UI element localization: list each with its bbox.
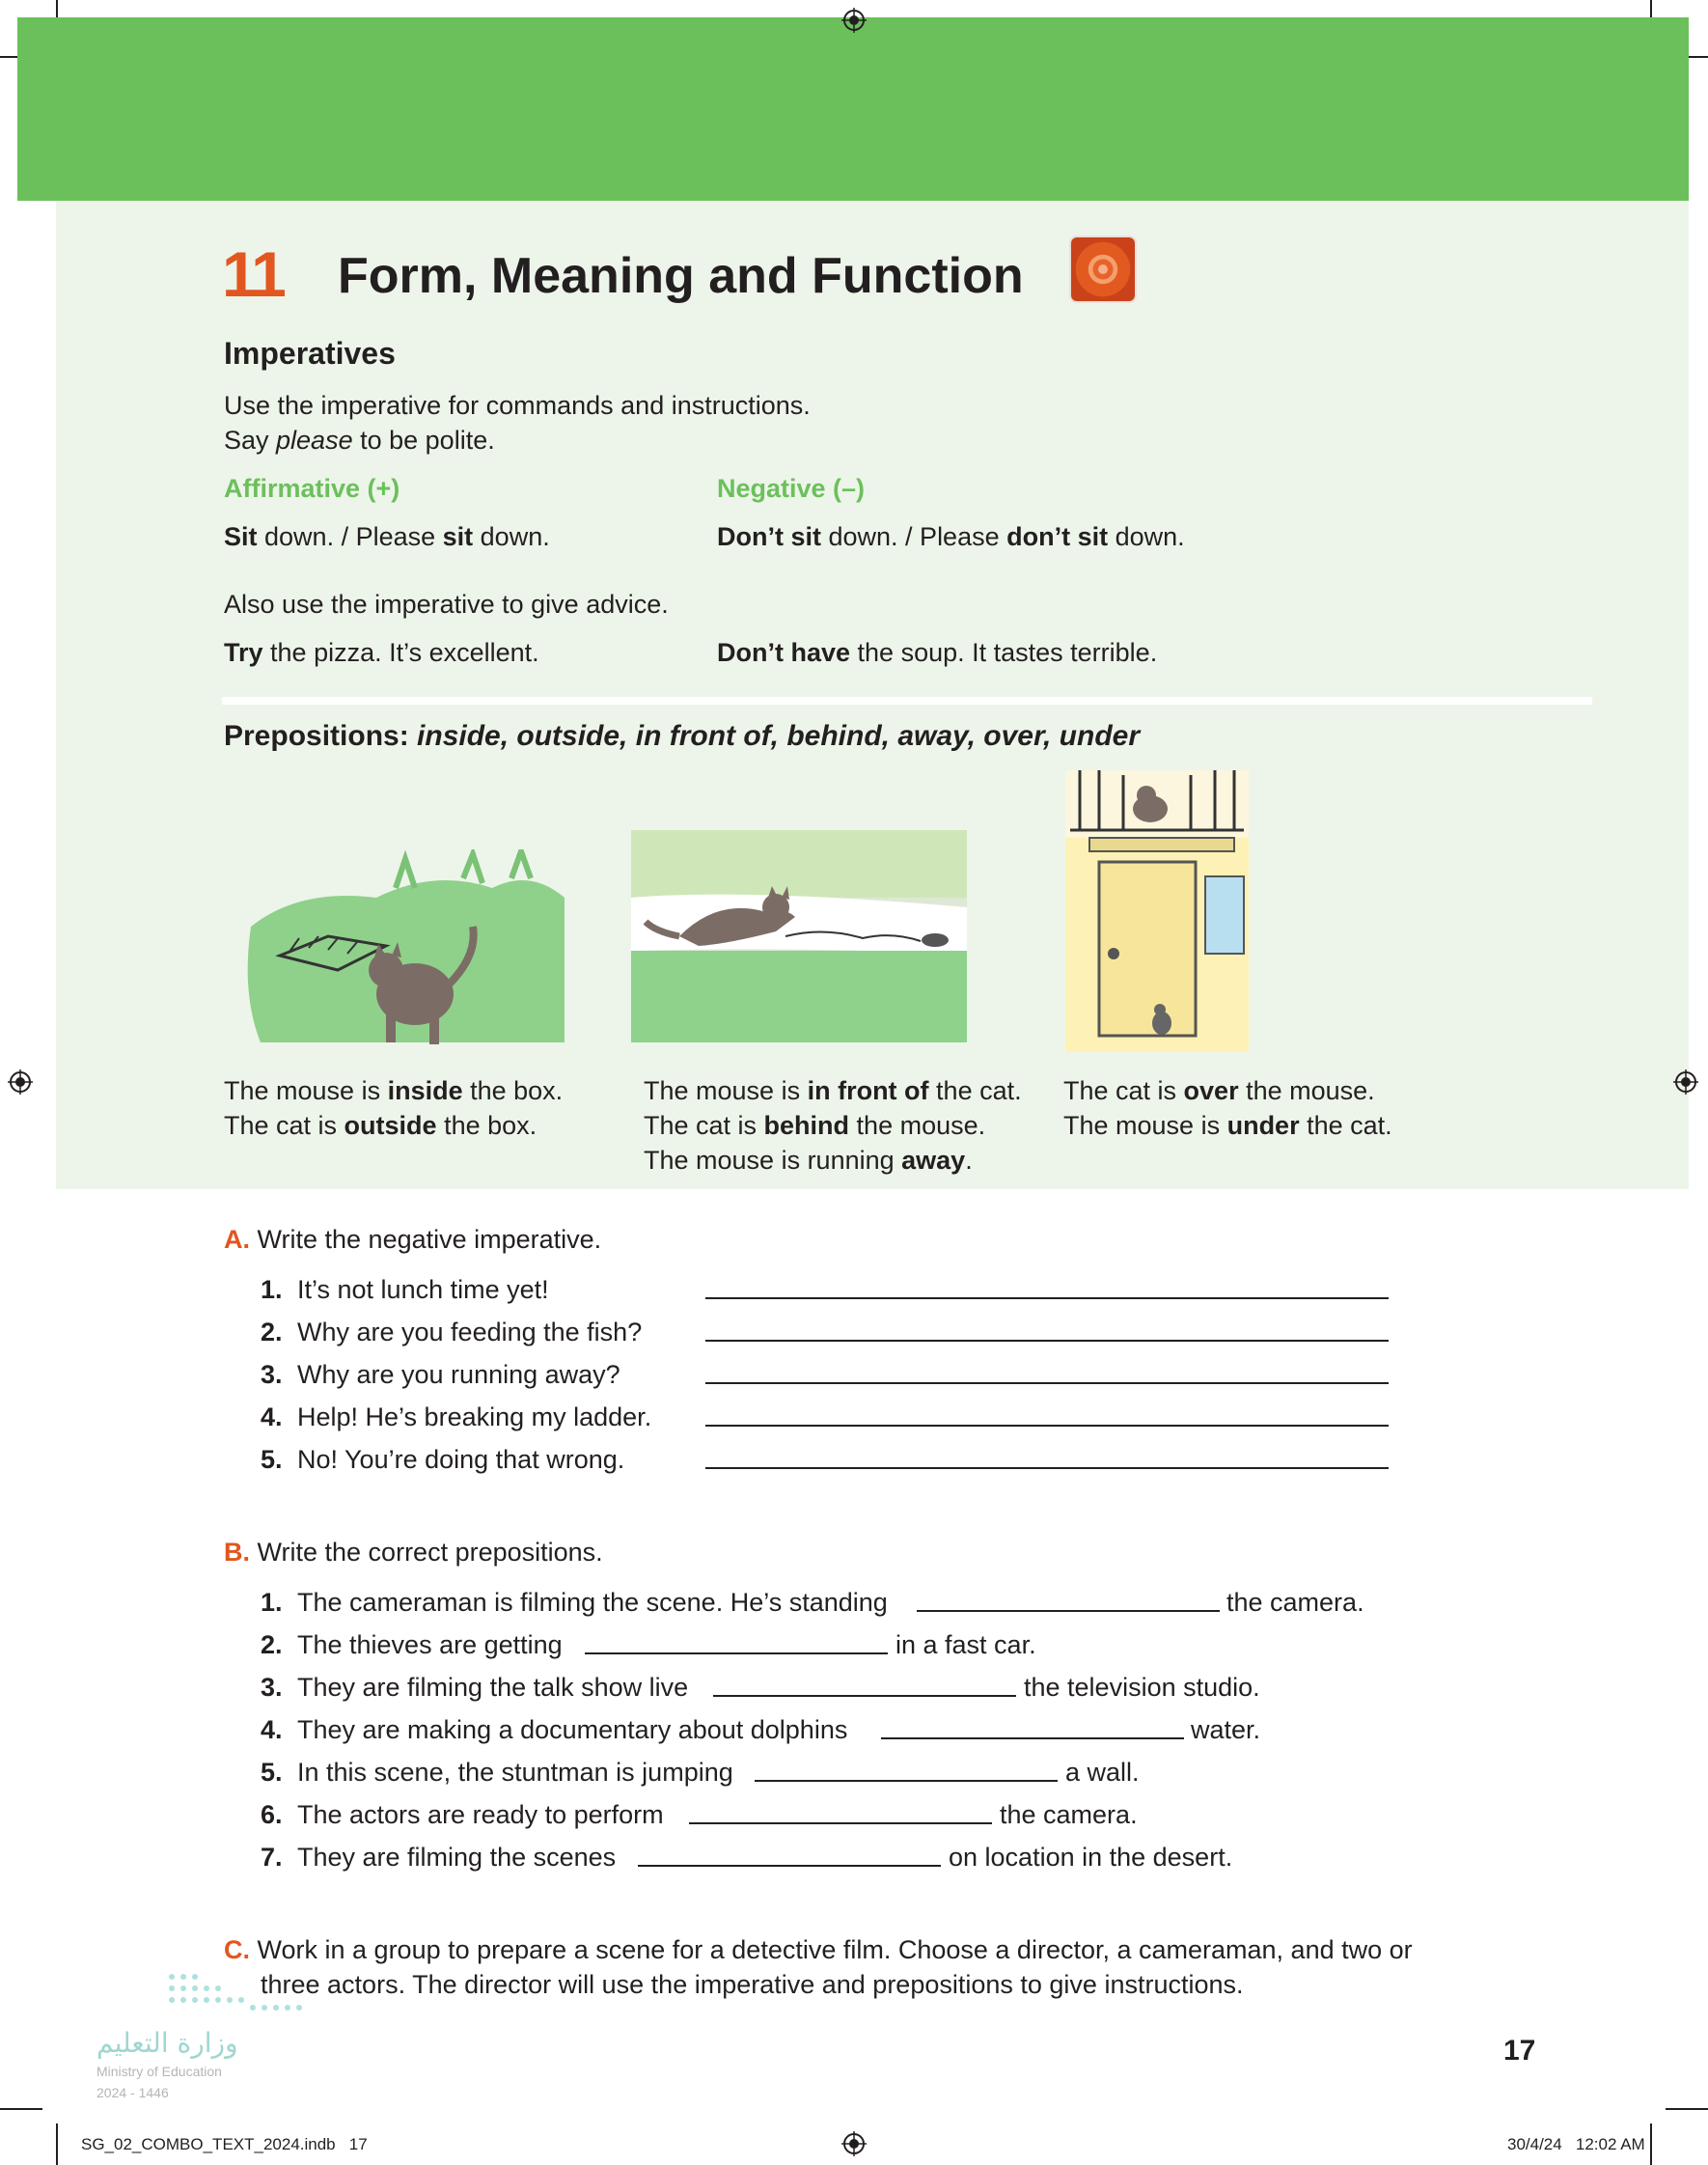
exercise-letter: B. (224, 1538, 250, 1567)
item-text: The cameraman is filming the scene. He’s standing (297, 1588, 888, 1617)
text: Write the negative imperative. (257, 1225, 602, 1254)
exercise-b-item-5 (261, 1755, 733, 1790)
footer-file: SG_02_COMBO_TEXT_2024.indb 17 (81, 2135, 368, 2153)
exercise-b-item-3-end: the television studio. (1024, 1673, 1260, 1702)
registration-mark-icon (1673, 1069, 1698, 1095)
emphasis: please (276, 426, 353, 455)
item-number: 1. (261, 1588, 283, 1617)
exercise-b-item-6 (261, 1797, 664, 1832)
item-number: 1. (261, 1275, 283, 1304)
item-text: They are making a documentary about dolphins (297, 1715, 848, 1744)
text: Say (224, 426, 277, 455)
bold-text: away (901, 1146, 966, 1175)
text: the cat. (928, 1076, 1022, 1105)
caption-over-under (1063, 1073, 1392, 1143)
answer-line[interactable] (705, 1340, 1389, 1342)
illustration-over-under (1065, 770, 1249, 1052)
text: Write the correct prepositions. (257, 1538, 603, 1567)
item-text: The thieves are getting (297, 1630, 563, 1659)
section-divider (222, 697, 1592, 705)
exercise-b-item-7 (261, 1840, 616, 1874)
spiral-icon (1071, 237, 1135, 301)
cat-balcony-illustration (1065, 770, 1249, 1052)
bold-text: behind (763, 1111, 850, 1140)
bold-text: Try (224, 638, 263, 667)
negative-example-2 (717, 635, 1157, 670)
item-number: 3. (261, 1673, 283, 1702)
advice-text: Also use the imperative to give advice. (224, 590, 669, 619)
answer-line[interactable] (705, 1467, 1389, 1469)
answer-line[interactable] (585, 1652, 888, 1654)
text: The mouse is (644, 1076, 808, 1105)
caption-line (644, 1143, 1022, 1178)
exercise-letter: A. (224, 1225, 250, 1254)
negative-label: Negative (–) (717, 474, 866, 503)
registration-mark-icon (841, 8, 867, 33)
text: the mouse. (1238, 1076, 1375, 1105)
item-number: 2. (261, 1630, 283, 1659)
bold-text: don’t sit (1006, 522, 1109, 551)
caption-line (1063, 1073, 1392, 1108)
imperatives-intro (224, 388, 811, 458)
bold-text: sit (442, 522, 474, 551)
affirmative-example-2 (224, 635, 539, 670)
answer-line[interactable] (881, 1737, 1184, 1739)
affirmative-label: Affirmative (+) (224, 474, 400, 503)
illustration-front-behind (631, 830, 967, 1042)
answer-line[interactable] (705, 1297, 1389, 1299)
exercise-b-item-5-end: a wall. (1065, 1758, 1140, 1787)
item-number: 4. (261, 1402, 283, 1431)
header-band (17, 17, 1689, 201)
exercise-b-item-4 (261, 1712, 847, 1747)
emphasis: inside, outside, in front of, behind, away, over, under (417, 720, 1141, 752)
text: the box. (462, 1076, 564, 1105)
caption-line (1063, 1108, 1392, 1143)
answer-line[interactable] (689, 1822, 992, 1824)
item-number: 6. (261, 1800, 283, 1829)
answer-line[interactable] (705, 1382, 1389, 1384)
exercise-b-item-6-end: the camera. (1000, 1800, 1138, 1829)
text: to be polite. (352, 426, 495, 455)
bold-text: outside (344, 1111, 437, 1140)
answer-line[interactable] (755, 1780, 1058, 1782)
exercise-b-item-3 (261, 1670, 688, 1705)
exercise-a-item-1 (261, 1272, 549, 1307)
text: Prepositions: (224, 720, 418, 752)
item-text: It’s not lunch time yet! (297, 1275, 549, 1304)
answer-line[interactable] (705, 1425, 1389, 1427)
registration-mark-icon (841, 2131, 867, 2156)
item-number: 5. (261, 1445, 283, 1474)
intro-line-1: Use the imperative for commands and instructions. (224, 391, 811, 420)
bold-text: in front of (807, 1076, 929, 1105)
text: the pizza. It’s excellent. (262, 638, 539, 667)
bold-text: Don’t have (717, 638, 851, 667)
text: down. (473, 522, 550, 551)
item-text: Help! He’s breaking my ladder. (297, 1402, 652, 1431)
exercise-a-item-4 (261, 1400, 651, 1434)
footer-date: 30/4/24 12:02 AM (1507, 2135, 1645, 2153)
ministry-dots-logo (164, 1969, 318, 2017)
exercise-a-item-3 (261, 1357, 620, 1392)
prepositions-heading (224, 720, 1140, 753)
cat-box-illustration (241, 849, 569, 1052)
text: Work in a group to prepare a scene for a detective film. Choose a director, a cameraman, and two or (257, 1935, 1413, 1964)
caption-line (224, 1073, 563, 1108)
item-text: No! You’re doing that wrong. (297, 1445, 625, 1474)
text: the mouse. (849, 1111, 986, 1140)
caption-line (644, 1073, 1022, 1108)
imperatives-heading: Imperatives (224, 336, 396, 371)
bold-text: Sit (224, 522, 258, 551)
exercise-letter: C. (224, 1935, 250, 1964)
item-text: The actors are ready to perform (297, 1800, 664, 1829)
text: the box. (436, 1111, 537, 1140)
ministry-english: Ministry of Education (96, 2064, 222, 2079)
exercise-b-item-2-end: in a fast car. (895, 1630, 1036, 1659)
text: down. / Please (257, 522, 443, 551)
crop-mark (56, 2123, 58, 2165)
caption-line (224, 1108, 563, 1143)
item-text: In this scene, the stuntman is jumping (297, 1758, 733, 1787)
text: The cat is (644, 1111, 764, 1140)
answer-line[interactable] (917, 1610, 1220, 1612)
unit-title: Form, Meaning and Function (338, 248, 1024, 304)
item-number: 2. (261, 1318, 283, 1346)
page-number: 17 (1503, 2035, 1536, 2067)
crop-mark (1650, 2123, 1652, 2165)
ministry-arabic: وزارة التعليم (96, 2027, 238, 2059)
bold-text: Don’t sit (717, 522, 821, 551)
item-text: Why are you running away? (297, 1360, 620, 1389)
text: . (965, 1146, 973, 1175)
caption-front-behind (644, 1073, 1022, 1178)
item-text: They are filming the talk show live (297, 1673, 689, 1702)
exercise-a-item-5 (261, 1442, 624, 1477)
exercise-b-item-1 (261, 1585, 888, 1620)
item-number: 5. (261, 1758, 283, 1787)
exercise-b-instruction (224, 1535, 603, 1569)
item-number: 7. (261, 1843, 283, 1872)
caption-inside-outside (224, 1073, 563, 1143)
exercise-c-line-2: three actors. The director will use the imperative and prepositions to give instructions. (261, 1970, 1244, 1999)
text: The cat is (1063, 1076, 1184, 1105)
bold-text: under (1226, 1111, 1300, 1140)
caption-line (644, 1108, 1022, 1143)
exercise-b-item-1-end: the camera. (1226, 1588, 1364, 1617)
intro-line-2 (224, 423, 811, 458)
crop-mark (1666, 2108, 1708, 2110)
answer-line[interactable] (638, 1865, 941, 1867)
item-number: 3. (261, 1360, 283, 1389)
exercise-c-line-1 (224, 1932, 1413, 1967)
unit-number: 11 (222, 238, 284, 310)
item-text: They are filming the scenes (297, 1843, 617, 1872)
cat-chasing-mouse-illustration (631, 830, 967, 1042)
affirmative-example-1 (224, 519, 550, 554)
illustration-inside-outside (241, 849, 569, 1052)
exercise-b-item-7-end: on location in the desert. (949, 1843, 1233, 1872)
text: The mouse is (1063, 1111, 1227, 1140)
text: the soup. It tastes terrible. (850, 638, 1158, 667)
bold-text: over (1183, 1076, 1239, 1105)
text: The mouse is (224, 1076, 388, 1105)
item-text: Why are you feeding the fish? (297, 1318, 643, 1346)
text: The mouse is running (644, 1146, 902, 1175)
registration-mark-icon (8, 1069, 33, 1095)
exercise-b-item-2 (261, 1627, 563, 1662)
item-number: 4. (261, 1715, 283, 1744)
exercise-a-item-2 (261, 1315, 642, 1349)
crop-mark (0, 2108, 42, 2110)
negative-example-1 (717, 519, 1185, 554)
bold-text: inside (387, 1076, 463, 1105)
exercise-c (224, 1932, 1413, 2002)
exercise-a-instruction (224, 1222, 601, 1257)
text: The cat is (224, 1111, 344, 1140)
text: down. / Please (821, 522, 1007, 551)
text: down. (1108, 522, 1185, 551)
text: the cat. (1299, 1111, 1392, 1140)
exercise-b-item-4-end: water. (1191, 1715, 1261, 1744)
answer-line[interactable] (713, 1695, 1016, 1697)
ministry-years: 2024 - 1446 (96, 2085, 169, 2100)
